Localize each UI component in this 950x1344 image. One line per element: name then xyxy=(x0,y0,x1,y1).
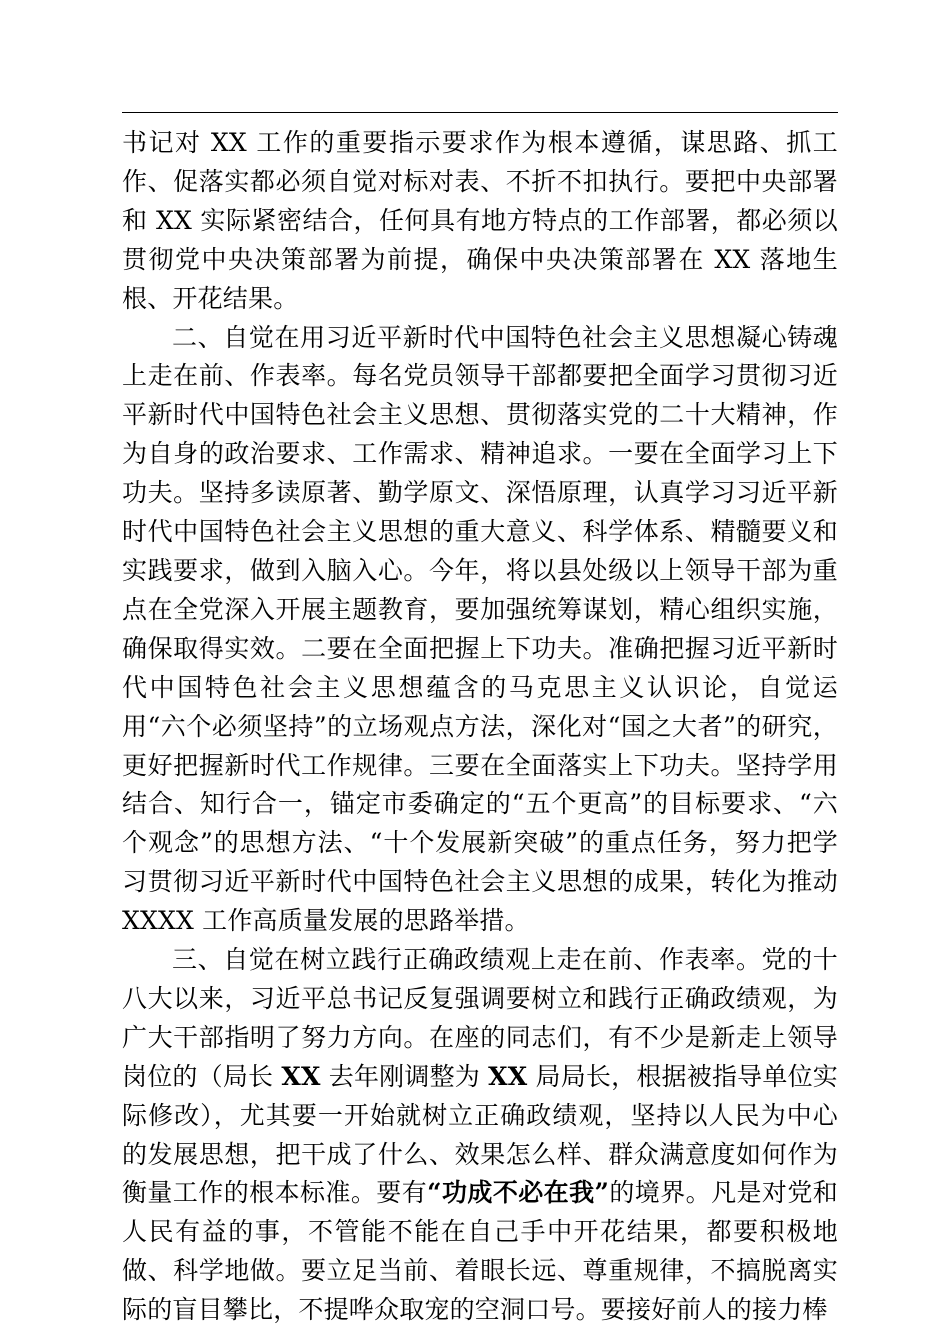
paragraph-section-three-text-e: 局局长，根据被指导单位实际修改），尤其要一开始就树立正确政绩观，坚持以人民为中心的发展思想，把干成了什么、效果怎么样、群众满意度如何作为衡量工作的根本标准。要有 xyxy=(122,1061,838,1208)
header-rule xyxy=(122,112,838,113)
paragraph-section-three-text-g: 的境界。凡是对党和人民有益的事，不管能不能在自己手中开花结果，都要积极地做、科学地做。要立足当前、着眼长远、尊重规律，不搞脱离实际的盲目攀比，不提哗众取宠的空洞口号。要接好前人的接力棒 xyxy=(122,1178,838,1325)
quote-bold: “功成不必在我” xyxy=(427,1178,610,1208)
paragraph-section-two: 二、自觉在用习近平新时代中国特色社会主义思想凝心铸魂上走在前、作表率。每名党员领导干部都要把全面学习贯彻习近平新时代中国特色社会主义思想、贯彻落实党的二十大精神，作为自身的政治要求、工作需求、精神追求。一要在全面学习上下功夫。坚持多读原著、勤学原文、深悟原理，认真学习习近平新时代中国特色社会主义思想的重大意义、科学体系、精髓要义和实践要求，做到入脑入心。今年，将以县处级以上领导干部为重点在全党深入开展主题教育，要加强统筹谋划，精心组织实施，确保取得实效。二要在全面把握上下功夫。准确把握习近平新时代中国特色社会主义思想蕴含的马克思主义认识论，自觉运用“六个必须坚持”的立场观点方法，深化对“国之大者”的研究，更好把握新时代工作规律。三要在全面落实上下功夫。坚持学用结合、知行合一，锚定市委确定的“五个更高”的目标要求、“六个观念”的思想方法、“十个发展新突破”的重点任务，努力把学习贯彻习近平新时代中国特色社会主义思想的成果，转化为推动 XXXX 工作高质量发展的思路举措。 xyxy=(122,322,838,936)
document-body xyxy=(122,124,838,1330)
paragraph-section-three-text-a: 三、自觉在树立践行正确政绩观上走在前、作表率。党的十八大以来，习近平总书记反复强调要树立和践行正确政绩观，为广大干部指明了努力方向。在座的同志们，有不少是新走上领导岗位的（局长 xyxy=(122,945,838,1091)
paragraph-section-three xyxy=(122,941,838,1330)
placeholder-bureau-bold: XX xyxy=(488,1061,528,1091)
paragraph-continuation: 书记对 XX 工作的重要指示要求作为根本遵循，谋思路、抓工作、促落实都必须自觉对标对表、不折不扣执行。要把中央部署和 XX 实际紧密结合，任何具有地方特点的工作部署，都必须以贯彻党中央决策部署为前提，确保中央决策部署在 XX 落地生根、开花结果。 xyxy=(122,128,838,313)
placeholder-name-bold: XX xyxy=(281,1061,321,1091)
paragraph-section-three-text-c: 去年刚调整为 xyxy=(320,1061,489,1091)
